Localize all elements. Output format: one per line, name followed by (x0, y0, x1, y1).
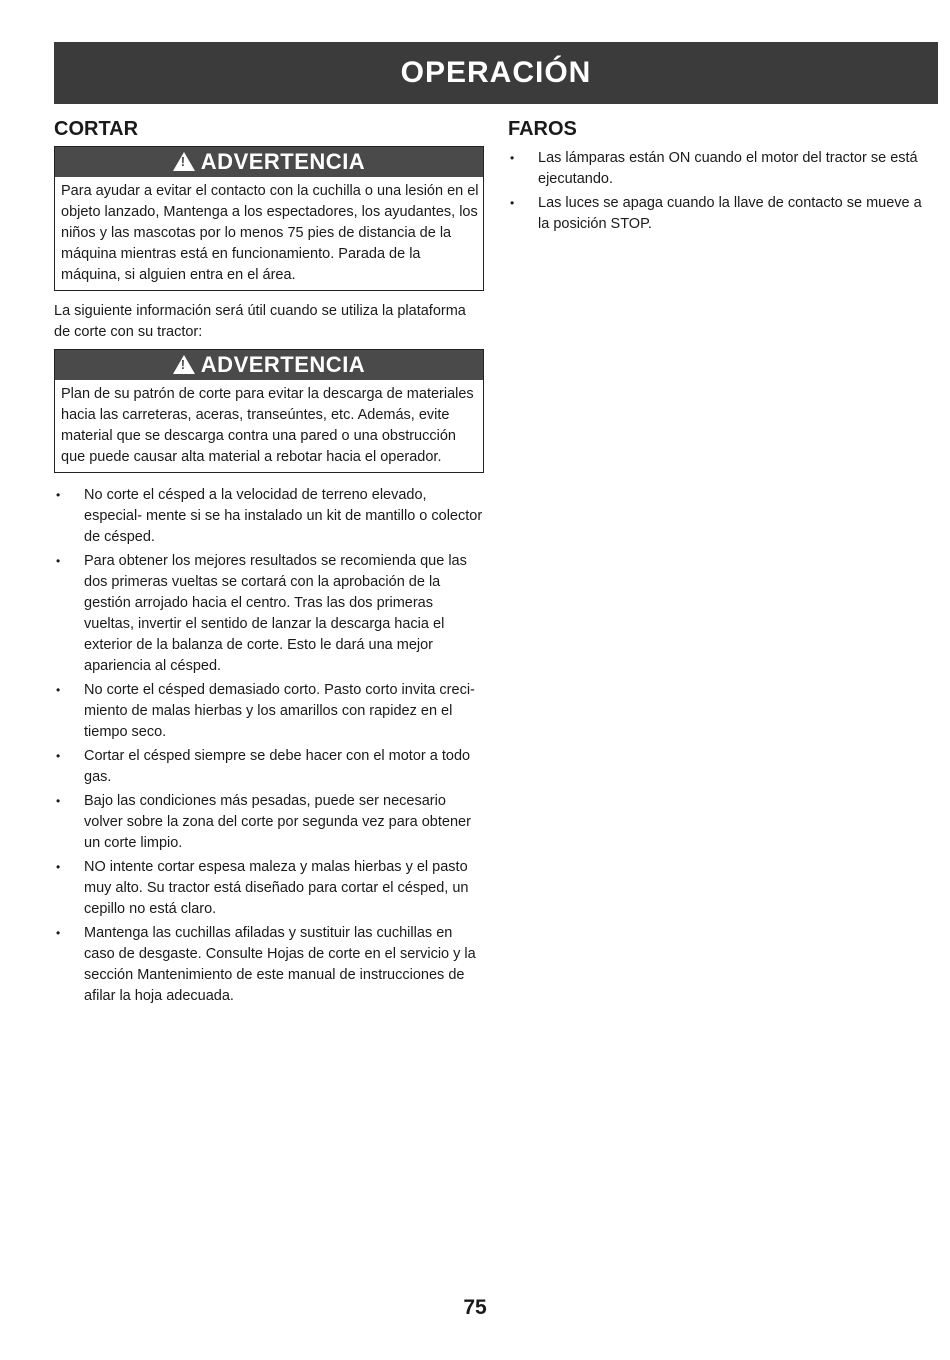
warning-box-1 (54, 146, 484, 291)
warning-triangle-icon (173, 355, 195, 374)
warning-header-2 (55, 350, 483, 380)
list-item: • Las lámparas están ON cuando el motor del tractor se está ejecutando. (508, 148, 928, 190)
warning-label-2: ADVERTENCIA (200, 352, 366, 377)
banner-title: OPERACIÓN (400, 56, 592, 89)
page-number: 75 (463, 1296, 487, 1319)
list-item: • NO intente cortar espesa maleza y malas hierbas y el pasto muy alto. Su tractor está diseñado para cortar el césped, un cepillo no está claro. (54, 857, 486, 920)
faros-column (508, 116, 928, 238)
warning-text-1: Para ayudar a evitar el contacto con la cuchilla o una lesión en el objeto lanzado, Mantenga a los espectadores, los ayudantes, los niños y las mascotas por lo menos 75 pies de distancia de la máquina mientras está en funcionamiento. Parada de la máquina, si alguien entra en el área. (61, 183, 479, 283)
faros-heading: FAROS (508, 118, 577, 140)
warning-box-2 (54, 349, 484, 473)
cortar-column (54, 116, 486, 1010)
list-item: • Cortar el césped siempre se debe hacer con el motor a todo gas. (54, 746, 486, 788)
section-banner (54, 42, 938, 104)
cortar-heading: CORTAR (54, 118, 139, 140)
warning-triangle-icon (173, 152, 195, 171)
warning-text-2: Plan de su patrón de corte para evitar la descarga de materiales hacia las carreteras, aceras, transeúntes, etc. Además, evite material que se descarga contra una pared o una obstrucción que puede causar alta material a rebotar hacia el operador. (61, 386, 474, 465)
list-item: • Bajo las condiciones más pesadas, puede ser necesario volver sobre la zona del corte por segunda vez para obtener un corte limpio. (54, 791, 486, 854)
list-item: • Las luces se apaga cuando la llave de contacto se mueve a la posición STOP. (508, 193, 928, 235)
list-item: • Mantenga las cuchillas afiladas y sustituir las cuchillas en caso de desgaste. Consulte Hojas de corte en el servicio y la sección Mantenimiento de este manual de instrucciones de afilar la hoja adecuada. (54, 923, 486, 1007)
list-item: • No corte el césped a la velocidad de terreno elevado, especial- mente si se ha instalado un kit de mantillo o colector de césped. (54, 485, 486, 548)
list-item: • Para obtener los mejores resultados se recomienda que las dos primeras vueltas se cortará con la aprobación de la gestión arrojado hacia el centro. Tras las dos primeras vueltas, invertir el sentido de lanzar la descarga hacia el exterior de la balanza de corte. Esto le dará una mejor apariencia al césped. (54, 551, 486, 677)
list-item: • No corte el césped demasiado corto. Pasto corto invita creci- miento de malas hierbas y los amarillos con rapidez en el tiempo seco. (54, 680, 486, 743)
cortar-intro: La siguiente información será útil cuando se utiliza la plataforma de corte con su tractor: (54, 303, 466, 340)
warning-header-1 (55, 147, 483, 177)
warning-label-1: ADVERTENCIA (200, 149, 366, 174)
faros-bullet-list (508, 148, 928, 235)
cortar-bullet-list (54, 485, 486, 1007)
